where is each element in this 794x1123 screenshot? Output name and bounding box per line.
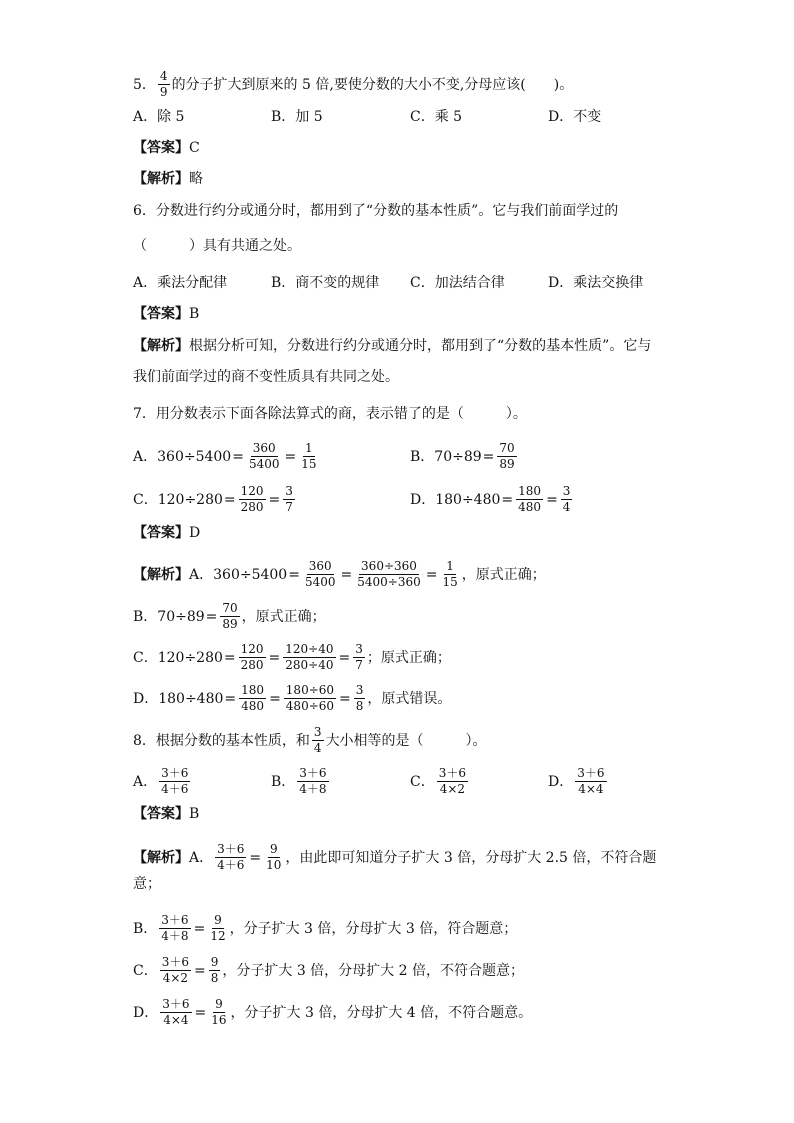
q7-analysis-a [133, 560, 546, 589]
q8-option-c[interactable] [410, 767, 470, 796]
numerator: 1 [446, 559, 454, 573]
equals-sign: = [338, 649, 351, 666]
q8-option-d[interactable] [548, 767, 609, 796]
text-segment: 180÷480 [158, 690, 224, 707]
text-segment: D [189, 525, 201, 541]
equals-sign: = [546, 491, 558, 508]
text-segment: 70÷89 [157, 608, 205, 625]
text-segment: ，原式正确； [461, 566, 546, 583]
denominator: 89 [499, 457, 515, 471]
numerator: 3＋6 [577, 766, 605, 780]
text-segment: ，分子扩大 3 倍，分母扩大 3 倍，符合题意； [229, 920, 518, 937]
fraction [575, 767, 606, 796]
text-segment: D． [133, 1004, 159, 1021]
q6-option-a[interactable]: A．乘法分配律 [133, 275, 228, 291]
text-segment: 【答案】 [133, 806, 189, 822]
numerator: 360 [308, 559, 332, 573]
text-segment: D． [410, 491, 436, 508]
fraction [355, 560, 423, 589]
denominator: 15 [301, 457, 317, 471]
denominator: 16 [211, 1013, 227, 1027]
text-segment: C． [133, 962, 158, 979]
numerator: 1 [305, 441, 313, 455]
equals-sign: = [269, 690, 281, 707]
text-segment: 略 [189, 171, 203, 187]
denominator: 5400 [304, 575, 336, 589]
equals-sign: = [339, 690, 351, 707]
q6-stem-line2: （ ）具有共通之处。 [133, 238, 301, 254]
text-segment: A． [133, 448, 158, 465]
denominator: 89 [222, 617, 238, 631]
text-segment: B [189, 306, 200, 322]
text-segment: ，由此即可知道分子扩大 3 倍，分母扩大 2.5 倍，不符合题 [285, 849, 657, 866]
fraction [209, 998, 228, 1027]
fraction [303, 560, 338, 589]
equals-sign: = [249, 849, 262, 866]
text-segment: 【解析】 [133, 338, 189, 354]
numerator: 3＋6 [161, 913, 189, 927]
q7-analysis-d [133, 684, 451, 713]
numerator: 70 [222, 601, 238, 615]
text-segment: 【解析】 [133, 566, 189, 583]
equals-sign: = [288, 566, 300, 583]
q8-answer [133, 804, 199, 824]
numerator: 180 [241, 683, 265, 697]
denominator: 4×4 [163, 1013, 189, 1027]
equals-sign: = [425, 566, 438, 583]
fraction [283, 485, 295, 514]
denominator: 12 [210, 929, 226, 943]
q8-analysis-d [133, 998, 532, 1027]
denominator: 480 [518, 500, 542, 514]
q6-analysis-line2: 我们前面学过的商不变性质具有共同之处。 [133, 369, 399, 385]
denominator: 480 [241, 699, 265, 713]
q7-answer [133, 523, 200, 543]
numerator: 3＋6 [217, 842, 245, 856]
fraction [516, 485, 543, 514]
fraction [159, 767, 190, 796]
q6-option-c[interactable]: C．加法结合律 [410, 275, 505, 291]
denominator: 8 [210, 971, 219, 985]
q8-analysis-a-cont: 意； [133, 876, 161, 892]
denominator: 4＋6 [161, 782, 189, 796]
numerator: 9 [210, 955, 219, 969]
equals-sign: = [224, 690, 237, 707]
text-segment: B． [271, 773, 296, 790]
q5-option-a[interactable]: A．除 5 [133, 109, 185, 125]
fraction [239, 684, 266, 713]
q7-option-b[interactable] [410, 442, 519, 471]
fraction [283, 643, 335, 672]
fraction [561, 485, 573, 514]
q6-answer [133, 304, 199, 324]
numerator: 120 [240, 484, 264, 498]
numerator: 120 [240, 642, 264, 656]
denominator: 480÷60 [285, 699, 335, 713]
q8-analysis-b [133, 914, 517, 943]
denominator: 4＋8 [299, 782, 327, 796]
text-segment: 【答案】 [133, 140, 189, 156]
q8-stem [133, 726, 487, 755]
text-segment: 360÷5400 [157, 448, 232, 465]
denominator: 4×2 [162, 971, 189, 985]
text-segment: C． [133, 491, 158, 508]
text-segment: 【解析】 [133, 849, 189, 866]
fraction [497, 442, 516, 471]
q7-analysis-c [133, 643, 451, 672]
fraction [215, 843, 246, 872]
q6-option-d[interactable]: D．乘法交换律 [548, 275, 644, 291]
denominator: 280÷40 [285, 658, 334, 672]
equals-sign: = [194, 1004, 207, 1021]
fraction [208, 914, 227, 943]
numerator: 3＋6 [161, 955, 189, 969]
numerator: 4 [159, 69, 168, 83]
text-segment: ，分子扩大 3 倍，分母扩大 4 倍，不符合题意。 [230, 1004, 533, 1021]
q5-option-c[interactable]: C．乘 5 [410, 109, 463, 125]
denominator: 7 [285, 500, 293, 514]
q5-analysis [133, 169, 203, 189]
q8-option-b[interactable] [271, 767, 331, 796]
text-segment: C [189, 140, 200, 156]
fraction [239, 485, 266, 514]
text-segment: D． [548, 773, 574, 790]
text-segment: A． [189, 566, 214, 583]
text-segment: 120÷280 [157, 649, 223, 666]
equals-sign: = [223, 491, 236, 508]
q8-option-a[interactable] [133, 767, 192, 796]
denominator: 280 [240, 658, 264, 672]
fraction [354, 684, 366, 713]
q7-stem: 7．用分数表示下面各除法算式的商，表示错了的是（ ）。 [133, 406, 527, 422]
numerator: 9 [214, 913, 222, 927]
numerator: 180÷60 [285, 683, 335, 697]
denominator: 15 [442, 575, 458, 589]
fraction [160, 998, 191, 1027]
text-segment: ，原式正确； [241, 608, 326, 625]
fraction [247, 442, 282, 471]
text-segment: ，原式错误。 [367, 690, 452, 707]
text-segment: ；原式正确； [366, 649, 451, 666]
equals-sign: = [194, 962, 206, 979]
numerator: 70 [499, 441, 515, 455]
equals-sign: = [232, 448, 244, 465]
text-segment: D． [133, 690, 159, 707]
text-segment: 【解析】 [133, 171, 189, 187]
q7-analysis-b [133, 602, 326, 631]
text-segment: A． [133, 773, 158, 790]
fraction [284, 684, 336, 713]
numerator: 3＋6 [161, 766, 189, 780]
denominator: 4×2 [439, 782, 466, 796]
text-segment: C． [410, 773, 435, 790]
numerator: 3 [355, 683, 364, 697]
text-segment: 8．根据分数的基本性质，和 [133, 732, 310, 749]
q5-option-b[interactable]: B．加 5 [271, 109, 323, 125]
fraction [312, 726, 324, 755]
text-segment: 【答案】 [133, 525, 189, 541]
numerator: 3＋6 [438, 766, 466, 780]
fraction [299, 442, 318, 471]
equals-sign: = [501, 491, 514, 508]
denominator: 4＋8 [161, 929, 189, 943]
equals-sign: = [268, 649, 281, 666]
text-segment: 根据分析可知，分数进行约分或通分时，都用到了“分数的基本性质”。它与 [189, 338, 652, 354]
text-segment: B． [410, 448, 435, 465]
equals-sign: = [482, 448, 495, 465]
equals-sign: = [284, 448, 297, 465]
text-segment: C． [133, 649, 158, 666]
numerator: 3 [285, 484, 293, 498]
fraction [264, 843, 283, 872]
denominator: 4×4 [578, 782, 604, 796]
denominator: 9 [159, 85, 168, 99]
text-segment: 【答案】 [133, 306, 189, 322]
fraction [437, 767, 468, 796]
equals-sign: = [205, 608, 218, 625]
text-segment: 大小相等的是（ ）。 [325, 732, 487, 749]
text-segment: B [189, 806, 200, 822]
numerator: 3 [313, 725, 322, 739]
text-segment: 120÷280 [157, 491, 223, 508]
numerator: 3 [355, 642, 363, 656]
numerator: 9 [269, 842, 278, 856]
q8-analysis-a [133, 843, 656, 872]
denominator: 4＋6 [217, 858, 245, 872]
q7-option-a[interactable] [133, 442, 321, 471]
numerator: 180 [518, 484, 542, 498]
fraction [297, 767, 328, 796]
text-segment: A． [189, 849, 214, 866]
denominator: 5400 [248, 457, 280, 471]
fraction [159, 914, 190, 943]
text-segment: B． [133, 920, 158, 937]
denominator: 280 [240, 500, 264, 514]
question-text: 的分子扩大到原来的 5 倍,要使分数的大小不变,分母应该( )。 [171, 76, 574, 93]
equals-sign: = [340, 566, 353, 583]
denominator: 4 [562, 500, 571, 514]
denominator: 10 [266, 858, 282, 872]
numerator: 3＋6 [162, 997, 190, 1011]
numerator: 360÷360 [361, 559, 417, 573]
q8-analysis-c [133, 956, 524, 985]
q5-stem [133, 70, 573, 99]
q5-answer [133, 138, 200, 158]
text-segment: B． [133, 608, 158, 625]
fraction [158, 70, 170, 99]
fraction [160, 956, 191, 985]
q5-option-d[interactable]: D．不变 [548, 109, 602, 125]
equals-sign: = [223, 649, 236, 666]
denominator: 4 [313, 741, 322, 755]
numerator: 3＋6 [299, 766, 327, 780]
fraction [353, 643, 365, 672]
text-segment: 360÷5400 [213, 566, 288, 583]
q6-option-b[interactable]: B．商不变的规律 [271, 275, 380, 291]
numerator: 9 [215, 997, 223, 1011]
equals-sign: = [268, 491, 281, 508]
denominator: 7 [355, 658, 363, 672]
equals-sign: = [193, 920, 206, 937]
denominator: 8 [355, 699, 364, 713]
numerator: 120÷40 [285, 642, 334, 656]
fraction [239, 643, 266, 672]
text-segment: ，分子扩大 3 倍，分母扩大 2 倍，不符合题意； [222, 962, 524, 979]
denominator: 5400÷360 [357, 575, 421, 589]
question-number: 5． [133, 76, 156, 93]
q6-analysis-line1 [133, 336, 651, 356]
q7-option-c[interactable] [133, 485, 297, 514]
fraction [220, 602, 239, 631]
q6-stem-line1: 6．分数进行约分或通分时，都用到了“分数的基本性质”。它与我们前面学过的 [133, 203, 619, 219]
numerator: 360 [252, 441, 276, 455]
fraction [440, 560, 459, 589]
numerator: 3 [562, 484, 571, 498]
text-segment: 180÷480 [435, 491, 501, 508]
text-segment: 70÷89 [434, 448, 482, 465]
q7-option-d[interactable] [410, 485, 574, 514]
fraction [209, 956, 221, 985]
